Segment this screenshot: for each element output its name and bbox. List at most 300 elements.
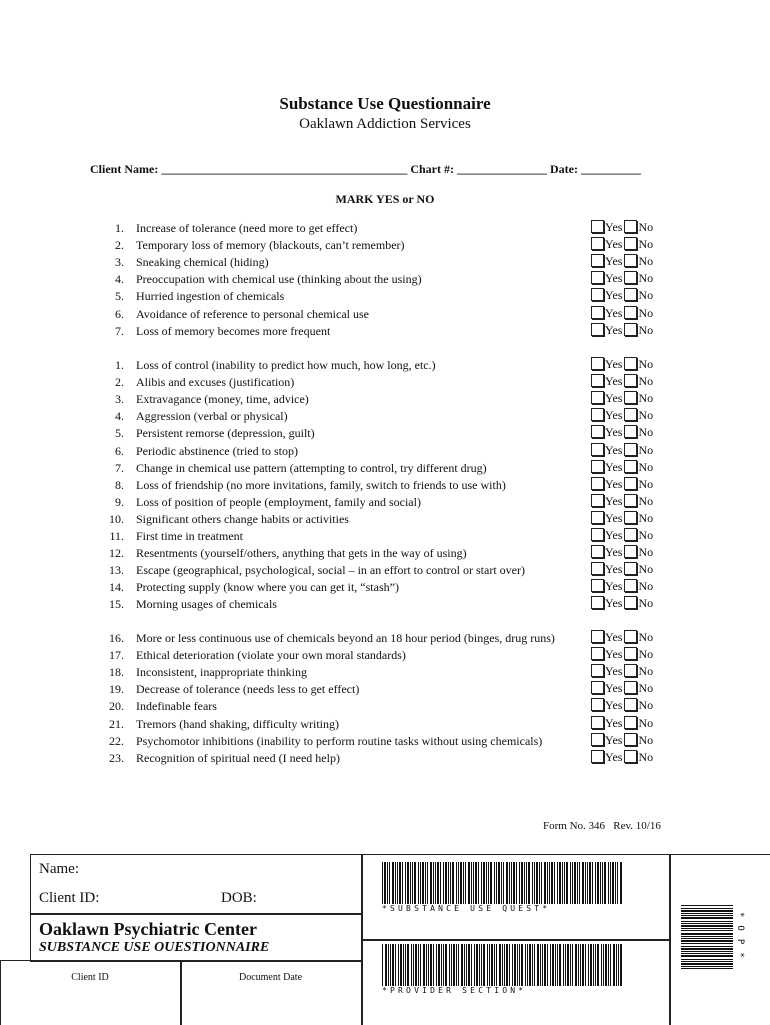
barcode-bar: [681, 923, 733, 924]
question-row: [108, 358, 748, 375]
barcode-bar: [382, 862, 383, 904]
barcode-bar: [587, 862, 588, 904]
barcode-bar: [542, 944, 543, 986]
barcode-bar: [527, 944, 528, 986]
no-label: No: [638, 237, 654, 252]
question-number: 1.: [115, 221, 124, 235]
yes-label: Yes: [605, 698, 623, 713]
barcode-bar: [456, 944, 457, 986]
barcode-bar: [397, 862, 398, 904]
question-text: First time in treatment: [136, 529, 243, 543]
yes-checkbox[interactable]: [591, 237, 604, 250]
answer-options: [591, 664, 655, 679]
question-number: 3.: [115, 392, 124, 407]
barcode-bar: [681, 946, 733, 947]
no-checkbox[interactable]: [624, 681, 637, 694]
question-number: 7.: [115, 323, 124, 338]
barcode-bar: [483, 862, 485, 904]
barcode-bar: [488, 862, 489, 904]
chart-field[interactable]: _______________: [457, 162, 547, 176]
no-checkbox[interactable]: [624, 306, 637, 319]
barcode-bar: [466, 944, 467, 986]
barcode-bar: [517, 944, 518, 986]
barcode-bar: [389, 862, 390, 904]
yes-checkbox[interactable]: [591, 408, 604, 421]
no-checkbox[interactable]: [624, 477, 637, 490]
barcode-bar: [483, 944, 485, 986]
barcode-bar: [681, 953, 733, 954]
barcode-bar: [601, 944, 602, 986]
yes-label: Yes: [605, 322, 623, 337]
question-text: Extravagance (money, time, advice): [136, 392, 309, 407]
barcode-bar: [430, 944, 432, 986]
client-id-cell: [0, 960, 182, 1025]
yes-checkbox[interactable]: [591, 391, 604, 404]
barcode-bar: [443, 862, 444, 904]
question-number: 20.: [109, 699, 124, 714]
barcode-bar: [551, 862, 553, 904]
question-number: 10.: [109, 511, 124, 526]
barcode-bar: [597, 862, 599, 904]
no-checkbox[interactable]: [624, 425, 637, 438]
barcode-bar: [681, 938, 733, 939]
no-label: No: [638, 579, 654, 594]
barcode-bar: [471, 944, 472, 986]
yes-checkbox[interactable]: [591, 254, 604, 267]
barcode-bar: [577, 862, 578, 904]
question-number: 2.: [115, 238, 124, 253]
barcode-bar: [681, 940, 733, 942]
yes-checkbox[interactable]: [591, 271, 604, 284]
barcode-bar: [681, 925, 733, 927]
no-checkbox[interactable]: [624, 237, 637, 250]
yes-checkbox[interactable]: [591, 357, 604, 370]
barcode-bar: [502, 944, 503, 986]
barcode-bar: [405, 862, 406, 904]
no-checkbox[interactable]: [624, 562, 637, 575]
barcode-bar: [610, 862, 611, 904]
barcode-bar: [448, 862, 449, 904]
barcode-bar: [496, 862, 497, 904]
barcode-bar: [509, 862, 510, 904]
yes-checkbox[interactable]: [591, 220, 604, 233]
answer-options: [591, 698, 655, 713]
yes-checkbox[interactable]: [591, 579, 604, 592]
barcode-bar: [547, 944, 548, 986]
question-row: [108, 478, 748, 495]
barcode-bar: [487, 944, 488, 986]
side-barcode-text: *OP*: [735, 912, 745, 966]
form-number: Form No. 346 Rev. 10/16: [543, 820, 661, 832]
answer-options: [591, 425, 655, 440]
barcode-bar: [478, 862, 479, 904]
yes-checkbox[interactable]: [591, 323, 604, 336]
yes-checkbox[interactable]: [591, 511, 604, 524]
barcode-bar: [451, 944, 452, 986]
question-number: 19.: [109, 682, 124, 697]
barcode-bar: [681, 930, 733, 931]
barcode-bar: [582, 944, 584, 986]
yes-label: Yes: [605, 408, 623, 423]
no-checkbox[interactable]: [624, 374, 637, 387]
question-text: Significant others change habits or activities: [136, 511, 349, 526]
question-row: [108, 529, 748, 546]
barcode-bar: [681, 943, 733, 944]
barcode-bar: [506, 944, 508, 986]
barcode-bar: [498, 862, 500, 904]
question-text: Loss of position of people (employment, family and social): [136, 494, 421, 509]
answer-options: [591, 391, 655, 406]
question-number: 3.: [115, 255, 124, 270]
no-label: No: [638, 357, 654, 371]
no-label: No: [638, 305, 654, 320]
barcode-bar: [595, 862, 596, 904]
no-checkbox[interactable]: [624, 391, 637, 404]
barcode-bar: [579, 862, 580, 904]
barcode-bar: [443, 944, 444, 986]
barcode-bar: [605, 944, 607, 986]
barcode-bar: [435, 862, 436, 904]
yes-checkbox[interactable]: [591, 596, 604, 609]
question-text: Aggression (verbal or physical): [136, 409, 288, 424]
barcode-bar: [681, 908, 733, 909]
barcode-bar: [501, 862, 502, 904]
question-text: Hurried ingestion of chemicals: [136, 289, 285, 304]
barcode-bar: [567, 944, 569, 986]
barcode-bar: [385, 944, 387, 986]
question-number: 22.: [109, 733, 124, 748]
yes-checkbox[interactable]: [591, 716, 604, 729]
no-checkbox[interactable]: [624, 511, 637, 524]
barcode-bar: [407, 862, 409, 904]
barcode-bar: [620, 944, 622, 986]
answer-options: [591, 494, 655, 509]
barcode-bar: [441, 944, 442, 986]
barcode-bar: [585, 944, 586, 986]
barcode-bar: [414, 862, 416, 904]
barcode-bar: [549, 862, 550, 904]
barcode-bar: [524, 862, 525, 904]
barcode-bar: [557, 862, 558, 904]
no-label: No: [638, 596, 654, 611]
barcode-bar: [681, 913, 733, 914]
yes-checkbox[interactable]: [591, 647, 604, 660]
no-checkbox[interactable]: [624, 596, 637, 609]
answer-options: [591, 271, 655, 286]
question-text: Avoidance of reference to personal chemical use: [136, 306, 369, 321]
no-checkbox[interactable]: [624, 664, 637, 677]
barcode-bar: [387, 862, 388, 904]
question-text: Morning usages of chemicals: [136, 597, 277, 612]
answer-options: [591, 630, 655, 645]
yes-label: Yes: [605, 271, 623, 286]
no-checkbox[interactable]: [624, 288, 637, 301]
barcode-bar: [681, 928, 733, 929]
barcode-bar: [486, 862, 487, 904]
question-row: [108, 272, 748, 289]
no-label: No: [638, 442, 654, 457]
question-text: Loss of control (inability to predict how much, how long, etc.): [136, 358, 436, 372]
barcode-bar: [681, 905, 733, 906]
answer-options: [591, 647, 655, 662]
barcode-bar: [604, 862, 606, 904]
barcode-bar: [539, 862, 540, 904]
barcode-bar: [681, 933, 733, 935]
barcode-bar: [536, 862, 538, 904]
no-label: No: [638, 528, 654, 542]
question-number: 6.: [115, 306, 124, 321]
yes-label: Yes: [605, 357, 623, 371]
yes-checkbox[interactable]: [591, 528, 604, 541]
barcode-bar: [547, 862, 548, 904]
no-checkbox[interactable]: [624, 408, 637, 421]
barcode-bar: [570, 944, 571, 986]
no-checkbox[interactable]: [624, 443, 637, 456]
yes-label: Yes: [605, 288, 623, 303]
date-field[interactable]: __________: [580, 162, 641, 176]
question-row: [108, 409, 748, 426]
answer-options: [591, 323, 655, 338]
barcode-substance-use: [382, 862, 623, 913]
question-number: 2.: [115, 375, 124, 390]
barcode-bar: [516, 862, 517, 904]
yes-label: Yes: [605, 749, 623, 764]
barcode-bar: [597, 944, 599, 986]
yes-label: Yes: [605, 237, 623, 252]
barcode-bar: [465, 862, 466, 904]
client-id-label: Client ID:: [39, 890, 100, 906]
question-text: Temporary loss of memory (blackouts, can’t remember): [136, 238, 405, 253]
barcode-bar: [388, 944, 389, 986]
chart-label: Chart #:: [410, 162, 454, 176]
barcode-bars: [382, 862, 623, 904]
barcode-bar: [458, 944, 459, 986]
barcode-bar: [440, 862, 441, 904]
barcode-bar: [585, 862, 586, 904]
no-checkbox[interactable]: [624, 750, 637, 763]
question-number: 11.: [109, 529, 124, 543]
barcode-bar: [572, 862, 573, 904]
yes-checkbox[interactable]: [591, 306, 604, 319]
yes-checkbox[interactable]: [591, 494, 604, 507]
no-checkbox[interactable]: [624, 357, 637, 370]
barcode-bar: [437, 862, 439, 904]
no-checkbox[interactable]: [624, 545, 637, 558]
barcode-bar: [521, 944, 523, 986]
yes-label: Yes: [605, 374, 623, 389]
barcode-bar: [458, 862, 459, 904]
no-checkbox[interactable]: [624, 630, 637, 643]
barcode-bar: [403, 944, 404, 986]
yes-checkbox[interactable]: [591, 664, 604, 677]
yes-checkbox[interactable]: [591, 545, 604, 558]
barcode-bar: [461, 944, 463, 986]
question-number: 1.: [115, 358, 124, 372]
doc-name: SUBSTANCE USE OUESTIONNAIRE: [39, 940, 270, 955]
question-row: [108, 444, 748, 461]
question-number: 13.: [109, 563, 124, 578]
barcode-bar: [525, 944, 526, 986]
no-checkbox[interactable]: [624, 716, 637, 729]
barcode-bar: [555, 944, 556, 986]
barcode-bar: [438, 944, 440, 986]
no-label: No: [638, 493, 654, 508]
barcode-bar: [562, 862, 563, 904]
no-label: No: [638, 732, 654, 747]
question-text: Resentments (yourself/others, anything that gets in the way of using): [136, 546, 467, 561]
name-label: Name:: [39, 861, 79, 877]
yes-checkbox[interactable]: [591, 288, 604, 301]
no-checkbox[interactable]: [624, 698, 637, 711]
barcode-bar: [468, 862, 470, 904]
no-checkbox[interactable]: [624, 254, 637, 267]
barcode-bar: [468, 944, 470, 986]
answer-options: [591, 237, 655, 252]
answer-options: [591, 750, 655, 765]
yes-checkbox[interactable]: [591, 681, 604, 694]
answer-options: [591, 545, 655, 560]
barcode-bar: [534, 944, 535, 986]
no-checkbox[interactable]: [624, 528, 637, 541]
barcode-bar: [390, 944, 391, 986]
no-label: No: [638, 288, 654, 303]
barcode-bar: [544, 944, 546, 986]
barcode-bar: [463, 862, 464, 904]
dob-label: DOB:: [221, 890, 257, 906]
yes-checkbox[interactable]: [591, 374, 604, 387]
barcode-bar: [382, 944, 383, 986]
question-number: 15.: [109, 597, 124, 612]
question-text: Recognition of spiritual need (I need help): [136, 750, 340, 765]
barcode-bar: [602, 862, 603, 904]
no-checkbox[interactable]: [624, 220, 637, 233]
question-text: Periodic abstinence (tried to stop): [136, 443, 298, 458]
answer-options: [591, 733, 655, 748]
barcode-bar: [392, 862, 394, 904]
barcode-bar: [449, 944, 450, 986]
client-name-field[interactable]: _________________________________________: [161, 162, 408, 176]
no-label: No: [638, 425, 654, 440]
barcode-bar: [582, 862, 584, 904]
barcode-bar: [610, 944, 611, 986]
client-name-label: Client Name:: [90, 162, 159, 176]
barcode-bar: [489, 944, 490, 986]
barcode-bar: [552, 944, 554, 986]
question-row: [108, 563, 748, 580]
no-label: No: [638, 749, 654, 764]
question-row: [108, 512, 748, 529]
barcode-bar: [407, 944, 409, 986]
barcode-bar: [681, 963, 733, 965]
yes-label: Yes: [605, 647, 623, 662]
barcode-bar: [559, 944, 561, 986]
yes-checkbox[interactable]: [591, 750, 604, 763]
barcode-bar: [521, 862, 523, 904]
barcode-bar: [476, 944, 478, 986]
barcode-bar: [491, 944, 493, 986]
barcode-bar: [603, 944, 604, 986]
question-row: [108, 597, 748, 614]
barcode-bar: [460, 862, 462, 904]
no-label: No: [638, 510, 654, 525]
answer-options: [591, 511, 655, 526]
no-label: No: [638, 374, 654, 389]
no-label: No: [638, 271, 654, 286]
barcode-bar: [580, 944, 581, 986]
no-checkbox[interactable]: [624, 579, 637, 592]
barcode-bar: [504, 944, 505, 986]
barcode-bar: [499, 944, 501, 986]
barcode-bar: [544, 862, 546, 904]
barcode-bar: [595, 944, 596, 986]
question-row: [108, 546, 748, 563]
yes-label: Yes: [605, 579, 623, 594]
question-row: [108, 717, 748, 734]
question-text: Change in chemical use pattern (attempting to control, try different drug): [136, 460, 487, 475]
no-label: No: [638, 322, 654, 337]
question-number: 23.: [109, 750, 124, 765]
barcode-bar: [612, 862, 614, 904]
yes-label: Yes: [605, 545, 623, 560]
no-checkbox[interactable]: [624, 323, 637, 336]
yes-checkbox[interactable]: [591, 630, 604, 643]
no-checkbox[interactable]: [624, 494, 637, 507]
barcode-bar: [464, 944, 465, 986]
barcode-bar: [395, 862, 396, 904]
no-checkbox[interactable]: [624, 271, 637, 284]
barcode-bar: [456, 862, 457, 904]
no-checkbox[interactable]: [624, 460, 637, 473]
yes-label: Yes: [605, 391, 623, 406]
question-number: 12.: [109, 546, 124, 561]
barcode-bar: [433, 862, 434, 904]
barcode-bar: [681, 917, 733, 919]
yes-checkbox[interactable]: [591, 562, 604, 575]
barcode-bar: [681, 951, 733, 952]
question-row: [108, 648, 748, 665]
yes-checkbox[interactable]: [591, 477, 604, 490]
no-checkbox[interactable]: [624, 647, 637, 660]
no-checkbox[interactable]: [624, 733, 637, 746]
yes-label: Yes: [605, 510, 623, 525]
barcode-bar: [681, 948, 733, 950]
yes-checkbox[interactable]: [591, 443, 604, 456]
barcode-bar: [557, 944, 558, 986]
barcode-bar: [475, 862, 477, 904]
answer-options: [591, 596, 655, 611]
question-number: 6.: [115, 443, 124, 458]
barcode-bar: [490, 862, 492, 904]
barcode-bar: [453, 944, 455, 986]
yes-checkbox[interactable]: [591, 733, 604, 746]
barcode-bar: [532, 862, 533, 904]
client-info-line: [90, 162, 641, 177]
yes-checkbox[interactable]: [591, 698, 604, 711]
yes-checkbox[interactable]: [591, 425, 604, 438]
yes-label: Yes: [605, 630, 623, 644]
barcode-bar: [471, 862, 472, 904]
question-text: Protecting supply (know where you can get it, “stash”): [136, 580, 399, 595]
question-row: [108, 699, 748, 716]
question-text: Psychomotor inhibitions (inability to perform routine tasks without using chemicals): [136, 733, 543, 748]
barcode-bar: [589, 862, 591, 904]
barcode-bar: [578, 944, 579, 986]
barcode-bar: [590, 944, 592, 986]
barcode-bar: [572, 944, 573, 986]
yes-checkbox[interactable]: [591, 460, 604, 473]
question-row: [108, 461, 748, 478]
barcode-bar: [681, 936, 733, 937]
